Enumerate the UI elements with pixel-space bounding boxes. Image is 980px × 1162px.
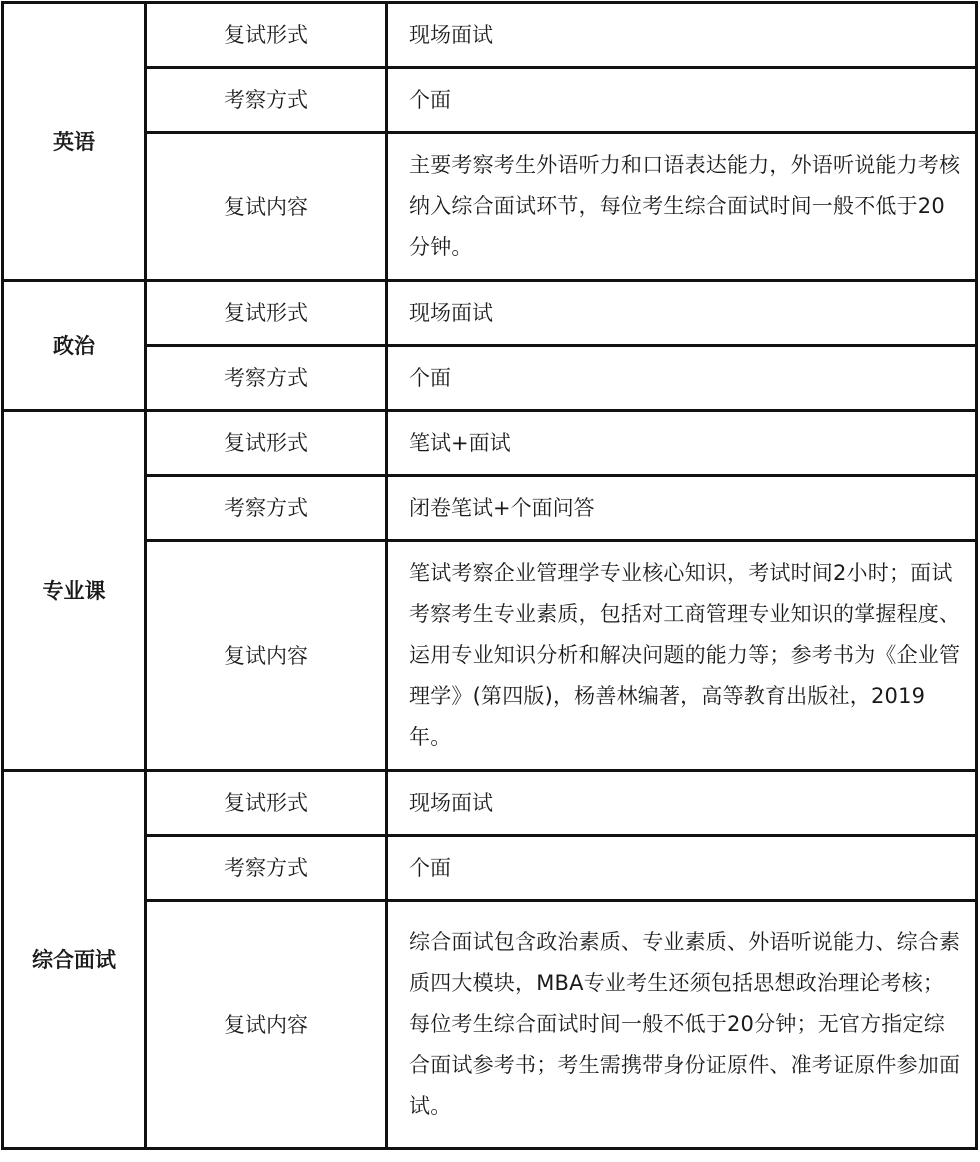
value-cell: 笔试考察企业管理学专业核心知识，考试时间2小时；面试考察考生专业素质，包括对工商管理专业知识的掌握程度、运用专业知识分析和解决问题的能力等；参考书为《企业管理学》(第四版)，杨善林编著，高等教育出版社，2019年。 xyxy=(387,541,977,771)
label-cell: 复试形式 xyxy=(146,771,387,836)
label-cell: 考察方式 xyxy=(146,836,387,901)
subject-cell-interview: 综合面试 xyxy=(3,771,146,1149)
table-row xyxy=(3,3,977,68)
table-row xyxy=(3,411,977,476)
label-cell: 复试形式 xyxy=(146,3,387,68)
table-row xyxy=(3,68,977,133)
label-cell: 复试形式 xyxy=(146,281,387,346)
label-cell: 复试内容 xyxy=(146,541,387,771)
label-cell: 考察方式 xyxy=(146,68,387,133)
subject-cell-major: 专业课 xyxy=(3,411,146,771)
table-row xyxy=(3,133,977,281)
value-cell: 综合面试包含政治素质、专业素质、外语听说能力、综合素质四大模块，MBA专业考生还须包括思想政治理论考核；每位考生综合面试时间一般不低于20分钟；无官方指定综合面试参考书；考生需携带身份证原件、准考证原件参加面试。 xyxy=(387,901,977,1149)
value-cell: 个面 xyxy=(387,68,977,133)
value-cell: 笔试+面试 xyxy=(387,411,977,476)
subject-cell-politics: 政治 xyxy=(3,281,146,411)
table-row xyxy=(3,771,977,836)
table-row xyxy=(3,901,977,1149)
table-row xyxy=(3,541,977,771)
label-cell: 复试形式 xyxy=(146,411,387,476)
table-row xyxy=(3,836,977,901)
value-cell: 个面 xyxy=(387,836,977,901)
value-cell: 个面 xyxy=(387,346,977,411)
retest-info-table xyxy=(1,1,978,1150)
value-cell: 现场面试 xyxy=(387,3,977,68)
label-cell: 复试内容 xyxy=(146,901,387,1149)
value-cell: 闭卷笔试+个面问答 xyxy=(387,476,977,541)
value-cell: 现场面试 xyxy=(387,281,977,346)
value-cell: 主要考察考生外语听力和口语表达能力，外语听说能力考核纳入综合面试环节，每位考生综合面试时间一般不低于20分钟。 xyxy=(387,133,977,281)
subject-cell-english: 英语 xyxy=(3,3,146,281)
table-row xyxy=(3,476,977,541)
table-row xyxy=(3,281,977,346)
label-cell: 考察方式 xyxy=(146,476,387,541)
table-row xyxy=(3,346,977,411)
label-cell: 复试内容 xyxy=(146,133,387,281)
label-cell: 考察方式 xyxy=(146,346,387,411)
value-cell: 现场面试 xyxy=(387,771,977,836)
